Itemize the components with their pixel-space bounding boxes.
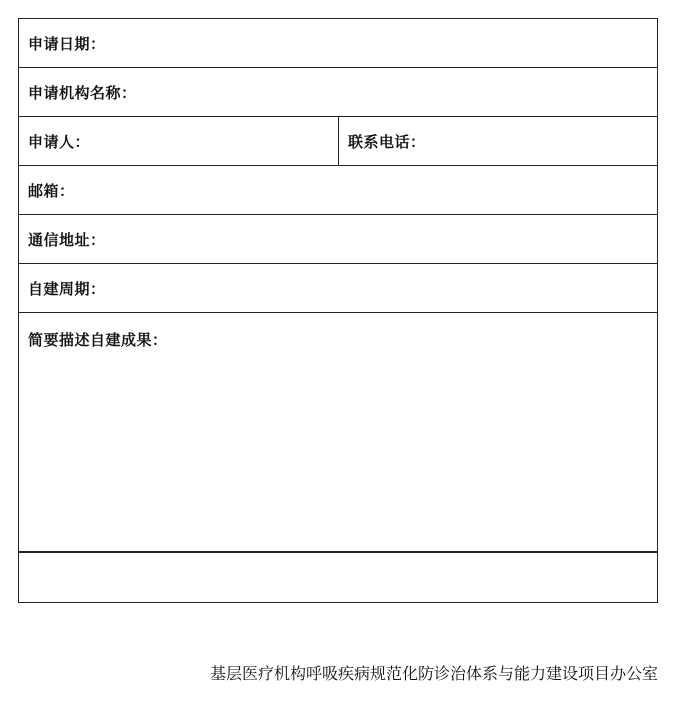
address-label: 通信地址：: [28, 230, 106, 249]
form-row-address: [19, 215, 657, 264]
email-label: 邮箱：: [28, 181, 75, 200]
form-row-applicant: [19, 117, 657, 166]
application-form: [18, 18, 658, 603]
phone-field[interactable]: [339, 117, 657, 165]
form-row-period: [19, 264, 657, 313]
form-row-email: [19, 166, 657, 215]
org-name-label: 申请机构名称：: [28, 83, 137, 102]
form-row-org-name: [19, 68, 657, 117]
phone-label: 联系电话：: [348, 132, 426, 151]
form-row-apply-date: [19, 19, 657, 68]
form-row-blank: [19, 553, 657, 602]
period-label: 自建周期：: [28, 279, 106, 298]
applicant-field[interactable]: [19, 117, 339, 165]
summary-label: 简要描述自建成果：: [28, 331, 168, 349]
applicant-label: 申请人：: [28, 132, 91, 151]
blank-field[interactable]: [19, 553, 657, 602]
office-signature: 基层医疗机构呼吸疾病规范化防诊治体系与能力建设项目办公室: [209, 664, 658, 683]
email-field[interactable]: [19, 166, 657, 214]
form-row-summary: [19, 313, 657, 553]
summary-field[interactable]: [19, 313, 657, 551]
apply-date-field[interactable]: [19, 19, 657, 67]
apply-date-label: 申请日期：: [28, 34, 106, 53]
org-name-field[interactable]: [19, 68, 657, 116]
address-field[interactable]: [19, 215, 657, 263]
period-field[interactable]: [19, 264, 657, 312]
